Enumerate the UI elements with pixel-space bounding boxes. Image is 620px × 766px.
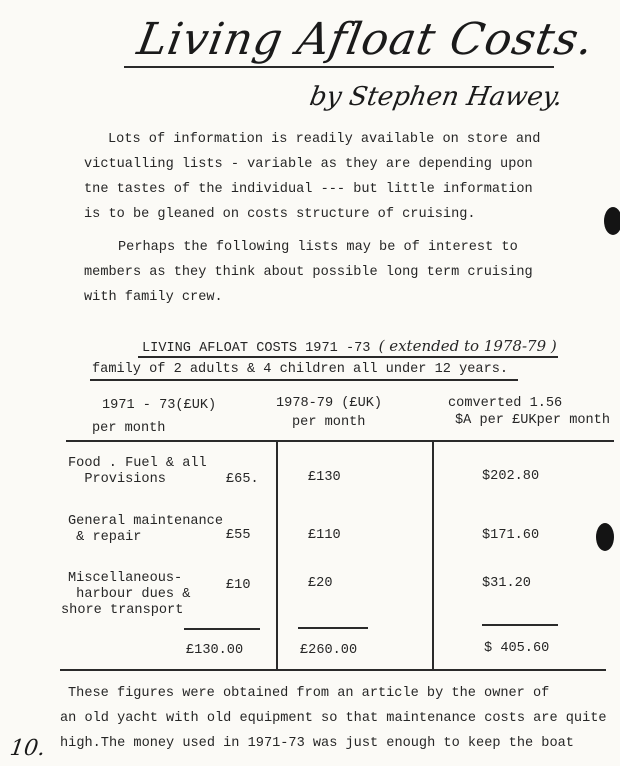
column-divider-2 [432, 440, 434, 670]
row3-label-line3: shore transport [61, 603, 184, 618]
col1-header-line2: per month [92, 421, 166, 436]
total-col3: $ 405.60 [484, 641, 550, 656]
row2-col3-value: $171.60 [482, 528, 540, 543]
title-underline [124, 66, 554, 68]
punch-hole-middle [596, 523, 614, 551]
table-subtitle-underline [90, 379, 518, 381]
table-title-main: LIVING AFLOAT COSTS 1971 -73 [142, 341, 371, 356]
row1-col1-value: £65. [226, 472, 259, 487]
intro-line-4: is to be gleaned on costs structure of cruising. [84, 207, 476, 222]
total-col2: £260.00 [300, 643, 358, 658]
col3-header-line1: comverted 1.56 [448, 396, 563, 411]
row3-col1-value: £10 [226, 578, 251, 593]
row3-label-line2: harbour dues & [68, 587, 191, 602]
closing-line-3: high.The money used in 1971-73 was just enough to keep the boat [60, 736, 574, 751]
intro2-line-2: members as they think about possible long term cruising [84, 265, 533, 280]
row1-col3-value: $202.80 [482, 469, 540, 484]
column-divider-1 [276, 440, 278, 670]
document-title: Living Afloat Costs. [133, 14, 598, 65]
col3-total-rule [482, 624, 558, 626]
intro2-line-3: with family crew. [84, 290, 223, 305]
punch-hole-top [604, 207, 620, 235]
page-number: 10. [8, 736, 47, 761]
intro-line-1: Lots of information is readily available on store and [108, 132, 541, 147]
author-byline: by Stephen Hawey. [307, 82, 566, 112]
row2-col1-value: £55 [226, 528, 251, 543]
table-title [142, 337, 557, 356]
col1-header-line1: 1971 - 73(£UK) [102, 398, 217, 413]
closing-line-2: an old yacht with old equipment so that maintenance costs are quite [60, 711, 607, 726]
table-subtitle: family of 2 adults & 4 children all under 12 years. [92, 362, 509, 377]
row3-col3-value: $31.20 [482, 576, 531, 591]
table-title-extension: ( extended to 1978-79 ) [378, 337, 557, 355]
row2-col2-value: £110 [308, 528, 341, 543]
total-col1: £130.00 [186, 643, 244, 658]
row2-label-line2: & repair [68, 530, 142, 545]
col2-header-line1: 1978-79 (£UK) [276, 396, 383, 411]
col1-total-rule [184, 628, 260, 630]
row3-col2-value: £20 [308, 576, 333, 591]
col2-total-rule [298, 627, 368, 629]
intro-line-3: tne tastes of the individual --- but little information [84, 182, 533, 197]
row1-label-line1: Food . Fuel & all [68, 456, 207, 471]
table-title-underline [138, 356, 558, 358]
row2-label-line1: General maintenance [68, 514, 223, 529]
row1-col2-value: £130 [308, 470, 341, 485]
col2-header-line2: per month [292, 415, 366, 430]
col3-header-line2: $A per £UKper month [455, 413, 610, 428]
intro2-line-1: Perhaps the following lists may be of interest to [118, 240, 518, 255]
header-rule [66, 440, 614, 442]
table-bottom-rule [60, 669, 606, 671]
row3-label-line1: Miscellaneous- [68, 571, 183, 586]
closing-line-1: These figures were obtained from an article by the owner of [68, 686, 550, 701]
row1-label-line2: Provisions [68, 472, 166, 487]
intro-line-2: victualling lists - variable as they are depending upon [84, 157, 533, 172]
